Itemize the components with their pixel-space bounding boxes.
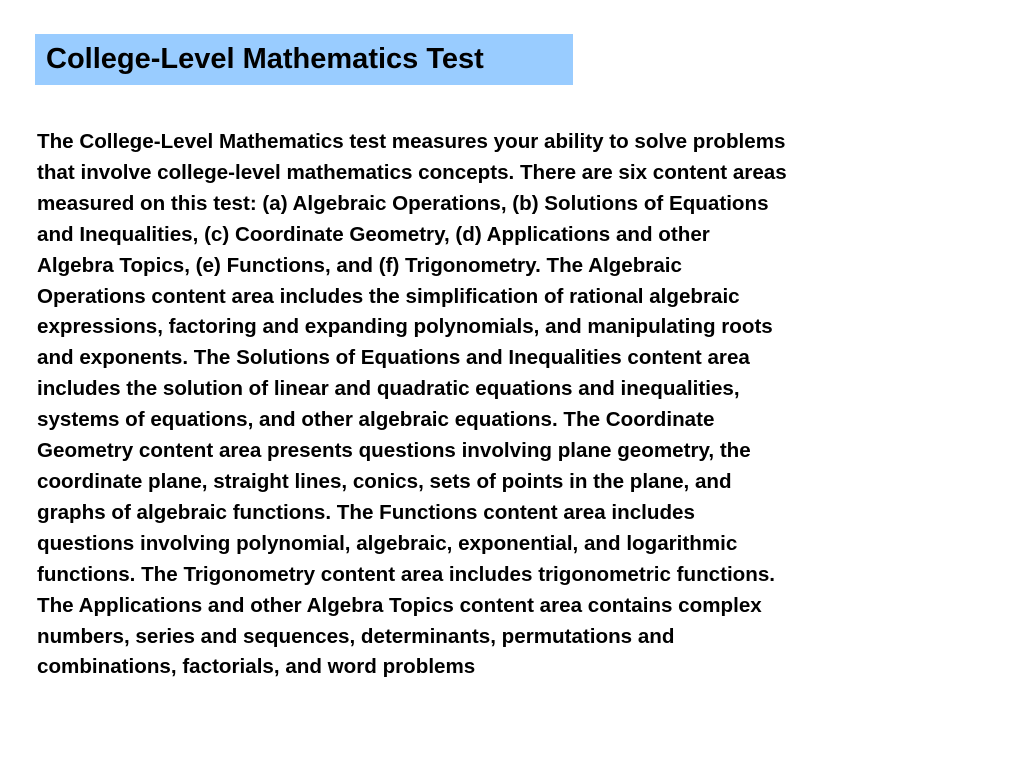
body-line: includes the solution of linear and quadratic equations and inequalities,	[37, 377, 740, 401]
body-line: numbers, series and sequences, determinants, permutations and	[37, 624, 675, 648]
body-line: and Inequalities, (c) Coordinate Geometry, (d) Applications and other	[37, 222, 710, 246]
body-line: coordinate plane, straight lines, conics, sets of points in the plane, and	[37, 469, 732, 493]
body-line: that involve college-level mathematics concepts. There are six content areas	[37, 160, 787, 184]
body-line: combinations, factorials, and word problems	[37, 655, 476, 679]
body-line: Operations content area includes the simplification of rational algebraic	[37, 284, 740, 308]
body-line: questions involving polynomial, algebraic, exponential, and logarithmic	[37, 531, 738, 555]
body-line: Algebra Topics, (e) Functions, and (f) Trigonometry. The Algebraic	[37, 253, 682, 277]
body-line: systems of equations, and other algebraic equations. The Coordinate	[37, 408, 715, 432]
body-paragraph	[37, 127, 997, 683]
body-line: Geometry content area presents questions involving plane geometry, the	[37, 439, 751, 463]
body-line: functions. The Trigonometry content area includes trigonometric functions.	[37, 562, 776, 586]
body-line: graphs of algebraic functions. The Functions content area includes	[37, 500, 695, 524]
body-line: and exponents. The Solutions of Equations and Inequalities content area	[37, 346, 750, 370]
body-line: The Applications and other Algebra Topics content area contains complex	[37, 593, 762, 617]
body-line: expressions, factoring and expanding polynomials, and manipulating roots	[37, 315, 773, 339]
body-line: measured on this test: (a) Algebraic Operations, (b) Solutions of Equations	[37, 191, 769, 215]
slide-title: College-Level Mathematics Test	[35, 34, 573, 85]
body-line: The College-Level Mathematics test measures your ability to solve problems	[37, 130, 786, 153]
